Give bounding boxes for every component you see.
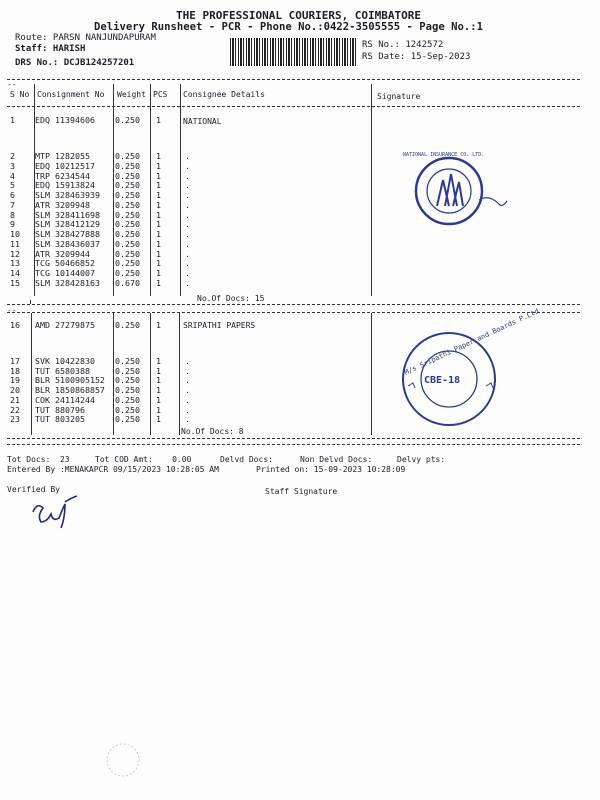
company-stamp-center: CBE-18 [424,375,461,386]
divider [7,312,580,313]
sno-cell: 1 [10,115,15,125]
consignee-mark-cell: . [185,248,190,259]
delvy-pts: Delvy pts: [397,455,446,464]
entered-by: Entered By :MENAKAPCR 09/15/2023 10:28:05 AM [7,465,219,474]
weight-cell: 0.250 [115,115,140,125]
sno-cell: 21 [10,394,20,405]
rs-number: RS No.: 1242572 [362,40,444,50]
col-weight: Weight [117,90,146,99]
consignee-mark-cell: . [185,394,190,405]
consignee-mark-cell: . [185,414,190,425]
consignment-cell: COK 24114244 [35,394,95,405]
consignee-mark-cell: . [185,356,190,366]
divider [7,79,580,80]
consignment-cell: TUT 880796 [35,404,85,415]
consignee-sripathi: SRIPATHI PAPERS [183,321,256,330]
consignment-cell: ATR 3209948 [35,199,90,210]
sno-cell: 5 [10,180,15,191]
consignee-mark-cell: . [185,375,190,386]
consignee-mark-cell: . [185,238,190,249]
weight-cell: 0.250 [115,404,140,415]
sno-cell: 13 [10,258,20,269]
consignee-mark-cell: . [185,209,190,220]
weight-cell: 0.250 [115,356,140,366]
weight-cell: 0.250 [115,160,140,171]
docs-count-group2: No.Of Docs: 8 [181,427,244,436]
consignment-cell: EDQ 15913824 [35,180,95,191]
consignment-cell: EDQ 10212517 [35,160,95,171]
sno-cell: 15 [10,277,20,288]
sno-cell: 10 [10,229,20,239]
consignment-cell: BLR 5100905152 [35,375,105,386]
consignment-cell: SVK 10422830 [35,356,95,366]
sno-cell: 6 [10,190,15,200]
consignee-mark-cell: . [185,170,190,181]
divider [7,106,580,107]
delvd-docs: Delvd Docs: [220,455,273,464]
non-delvd-docs: Non Delvd Docs: [300,455,373,464]
consignment-cell: SLM 328428163 [35,277,100,288]
pcs-cell: 1 [156,385,161,396]
pcs-cell: 1 [156,404,161,415]
pcs-cell: 1 [156,258,161,269]
barcode [230,38,357,66]
pcs-cell: 1 [156,365,161,376]
pcs-cell: 1 [156,115,161,125]
consignment-cell: AMD 27279875 [35,320,95,330]
consignee-mark-cell: . [185,268,190,278]
drs-number: DRS No.: DCJB124257201 [15,58,135,68]
faded-stamp-mark [95,740,155,780]
consignment-cell: EDQ 11394606 [35,115,95,125]
sno-cell: 19 [10,375,20,386]
weight-cell: 0.250 [115,180,140,191]
consignee-mark-cell: . [185,258,190,269]
weight-cell: 0.250 [115,385,140,396]
pcs-cell: 1 [156,277,161,288]
staff-label: Staff: HARISH [15,44,86,54]
consignee-mark-cell: . [185,160,190,171]
pcs-cell: 1 [156,414,161,425]
tot-cod: Tot COD Amt: 0.00 [95,455,192,464]
pcs-cell: 1 [156,248,161,259]
weight-cell: 0.250 [115,258,140,269]
consignment-cell: TCG 50466852 [35,258,95,269]
consignee-mark-cell: . [185,277,190,288]
consignee-mark-cell: . [185,404,190,415]
verified-by: Verified By [7,485,60,494]
pcs-cell: 1 [156,219,161,230]
consignment-cell: TCG 10144007 [35,268,95,278]
pcs-cell: 1 [156,394,161,405]
consignment-cell: SLM 328411698 [35,209,100,220]
verifier-signature [25,492,95,536]
weight-cell: 0.250 [115,320,140,330]
consignment-cell: SLM 328412129 [35,219,100,230]
col-sno: S No [10,90,30,99]
weight-cell: 0.250 [115,151,140,161]
divider [7,304,580,305]
company-stamp-text: M/s Sripathi Paper and Boards P.Ltd [403,307,541,377]
consignee-mark-cell: . [185,151,190,161]
insurance-stamp [405,152,515,234]
col-consignment: Consignment No [37,90,105,99]
weight-cell: 0.250 [115,238,140,249]
weight-cell: 0.250 [115,248,140,259]
consignee-mark-cell: . [185,385,190,396]
runsheet-title: Delivery Runsheet - PCR - Phone No.:0422-3505555 - Page No.:1 [94,21,484,33]
pcs-cell: 1 [156,320,161,330]
consignee-national: NATIONAL [183,117,222,126]
rs-date: RS Date: 15-Sep-2023 [362,52,471,62]
tot-docs: Tot Docs: 23 [7,455,70,464]
pcs-cell: 1 [156,160,161,171]
consignee-mark-cell: . [185,190,190,200]
pcs-cell: 1 [156,238,161,249]
sno-cell: 7 [10,199,15,210]
weight-cell: 0.250 [115,199,140,210]
weight-cell: 0.250 [115,170,140,181]
printed-on: Printed on: 15-09-2023 10:28:09 [256,465,406,474]
weight-cell: 0.670 [115,277,140,288]
sno-cell: 3 [10,160,15,171]
pcs-cell: 1 [156,170,161,181]
weight-cell: 0.250 [115,394,140,405]
consignee-mark-cell: . [185,199,190,210]
consignment-cell: SLM 328427888 [35,229,100,239]
sno-cell: 16 [10,320,20,330]
weight-cell: 0.250 [115,268,140,278]
pcs-cell: 1 [156,151,161,161]
pcs-cell: 1 [156,229,161,239]
consignment-cell: SLM 328436037 [35,238,100,249]
pcs-cell: 1 [156,180,161,191]
weight-cell: 0.250 [115,190,140,200]
consignee-mark-cell: . [185,180,190,191]
divider [7,438,580,439]
col-pcs: PCS [153,90,168,99]
consignee-mark-cell: . [185,219,190,230]
staff-signature-label: Staff Signature [265,487,338,496]
weight-cell: 0.250 [115,229,140,239]
weight-cell: 0.250 [115,209,140,220]
consignment-cell: ATR 3209944 [35,248,90,259]
consignment-cell: TUT 803205 [35,414,85,425]
col-consignee: Consignee Details [183,90,265,99]
weight-cell: 0.250 [115,414,140,425]
sno-cell: 4 [10,170,15,181]
route-label: Route: PARSN NANJUNDAPURAM [15,33,156,43]
consignment-cell: TRP 6234544 [35,170,90,181]
consignment-cell: MTP 1282055 [35,151,90,161]
col-signature: Signature [377,92,421,101]
pcs-cell: 1 [156,190,161,200]
pcs-cell: 1 [156,199,161,210]
sno-cell: 9 [10,219,15,230]
sno-cell: 2 [10,151,15,161]
divider [7,444,580,445]
weight-cell: 0.250 [115,375,140,386]
sno-cell: 11 [10,238,20,249]
sno-cell: 12 [10,248,20,259]
pcs-cell: 1 [156,209,161,220]
sno-cell: 18 [10,365,20,376]
consignment-cell: BLR 1850868857 [35,385,105,396]
pcs-cell: 1 [156,268,161,278]
pcs-cell: 1 [156,356,161,366]
insurance-stamp-text: NATIONAL INSURANCE CO. LTD. [403,152,485,158]
docs-count-group1: No.Of Docs: 15 [197,294,265,303]
sno-cell: 14 [10,268,20,278]
sno-cell: 8 [10,209,15,220]
sno-cell: 17 [10,356,20,366]
weight-cell: 0.250 [115,219,140,230]
consignment-cell: SLM 328463939 [35,190,100,200]
pcs-cell: 1 [156,375,161,386]
sno-cell: 23 [10,414,20,425]
consignee-mark-cell: . [185,365,190,376]
sno-cell: 20 [10,385,20,396]
consignment-cell: TUT 6580388 [35,365,90,376]
sno-cell: 22 [10,404,20,415]
consignee-mark-cell: . [185,229,190,239]
company-name: THE PROFESSIONAL COURIERS, COIMBATORE [176,9,422,22]
weight-cell: 0.250 [115,365,140,376]
